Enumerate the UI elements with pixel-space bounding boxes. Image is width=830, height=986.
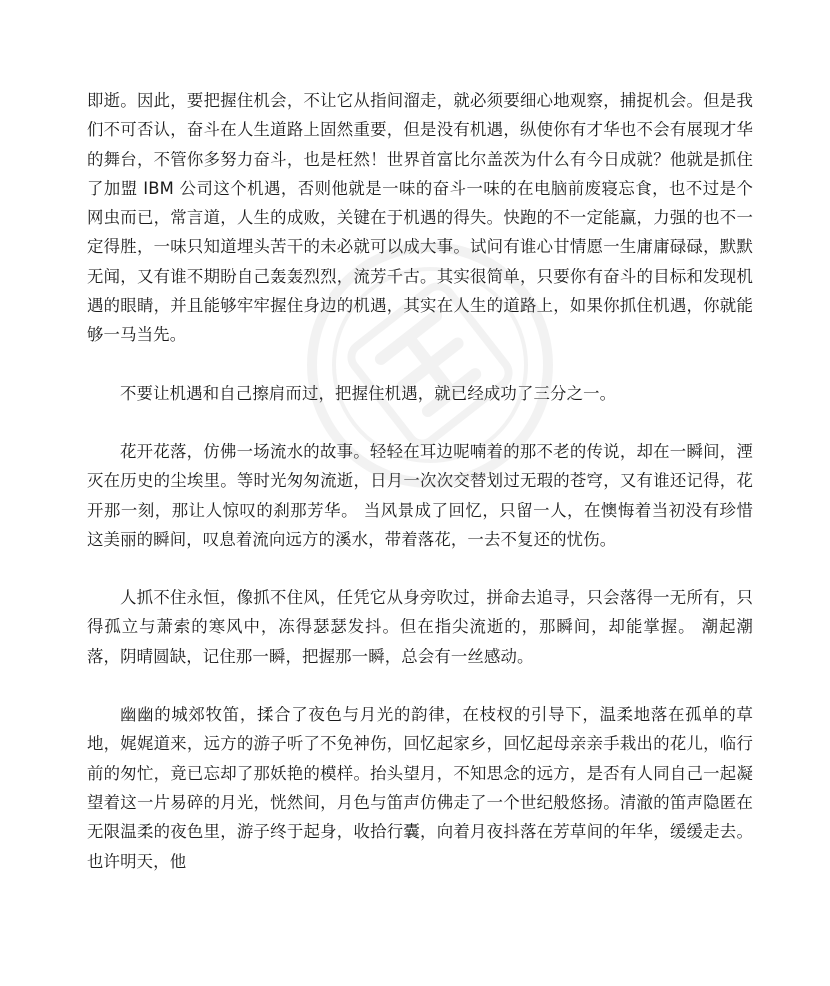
- paragraph-3: 花开花落，仿佛一场流水的故事。轻轻在耳边呢喃着的那不老的传说，却在一瞬间，湮灭在历史的尘埃里。等时光匆匆流逝，日月一次次交替划过无瑕的苍穹，又有谁还记得，花开那一刻，那让人惊叹的刹那芳华。 当风景成了回忆，只留一人，在懊悔着当初没有珍惜这美丽的瞬间，叹息着流向远方的溪水，带着落花，一去不复还的忧伤。: [87, 441, 753, 549]
- paragraph-1: 即逝。因此，要把握住机会，不让它从指间溜走，就必须要细心地观察，捕捉机会。但是我们不可否认，奋斗在人生道路上固然重要，但是没有机遇，纵使你有才华也不会有展现才华的舞台，不管你多努力奋斗，也是枉然！世界首富比尔盖茨为什么有今日成就？他就是抓住了加盟 IBM 公司这个机遇，否则他就是一味的奋斗一味的在电脑前废寝忘食，也不过是个网虫而已，常言道，人生的成败，关键在于机遇的得失。快跑的不一定能赢，力强的也不一定得胜，一味只知道埋头苦干的未必就可以成大事。试问有谁心甘情愿一生庸庸碌碌，默默无闻，又有谁不期盼自己轰轰烈烈，流芳千古。其实很简单，只要你有奋斗的目标和发现机遇的眼睛，并且能够牢牢握住身边的机遇，其实在人生的道路上，如果你抓住机遇，你就能够一马当先。: [87, 91, 753, 345]
- paragraph-5: 幽幽的城郊牧笛，揉合了夜色与月光的韵律，在枝杈的引导下，温柔地落在孤单的草地，娓娓道来，远方的游子听了不免神伤，回忆起家乡，回忆起母亲亲手栽出的花儿，临行前的匆忙，竟已忘却了那妖艳的模样。抬头望月，不知思念的远方，是否有人同自己一起凝望着这一片易碎的月光，恍然间，月色与笛声仿佛走了一个世纪般悠扬。清澈的笛声隐匿在无限温柔的夜色里，游子终于起身，收拾行囊，向着月夜抖落在芳草间的年华，缓缓走去。也许明天，他: [87, 705, 753, 871]
- paragraph-gap: [87, 671, 753, 700]
- paragraph-2: 不要让机遇和自己擦肩而过，把握住机遇，就已经成功了三分之一。: [120, 383, 617, 403]
- document-body: [87, 86, 753, 876]
- paragraph-gap: [87, 350, 753, 379]
- paragraph-gap: [87, 408, 753, 437]
- paragraph-4: 人抓不住永恒，像抓不住风，任凭它从身旁吹过，拼命去追寻，只会落得一无所有，只得孤立与萧索的寒风中，冻得瑟瑟发抖。但在指尖流逝的，那瞬间，却能掌握。 潮起潮落，阴晴圆缺，记住那一瞬，把握那一瞬，总会有一丝感动。: [87, 588, 753, 666]
- paragraph-gap: [87, 554, 753, 583]
